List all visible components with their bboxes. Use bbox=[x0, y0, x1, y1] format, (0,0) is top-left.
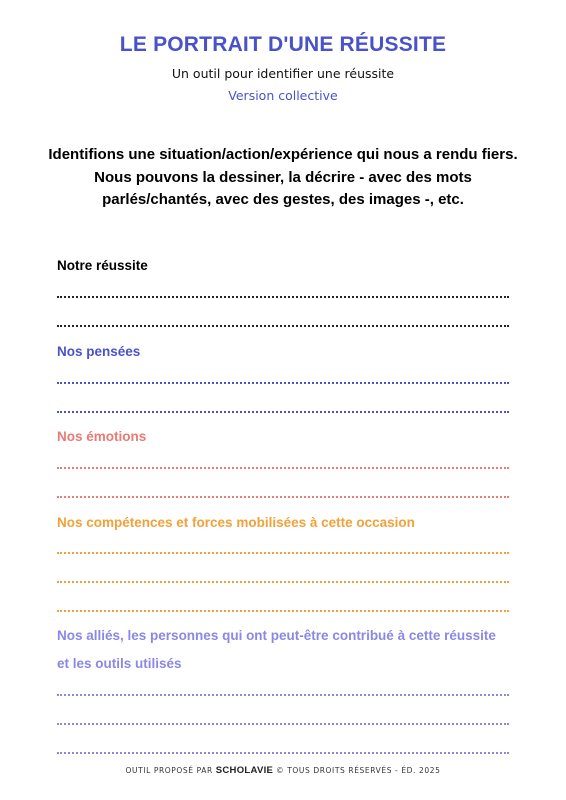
section-label-pensees: Nos pensées bbox=[57, 344, 141, 359]
intro-text bbox=[40, 144, 526, 212]
answer-line[interactable] bbox=[57, 694, 509, 696]
answer-line[interactable] bbox=[57, 296, 509, 298]
footer-prefix: OUTIL PROPOSÉ PAR bbox=[125, 766, 213, 775]
answer-line[interactable] bbox=[57, 752, 509, 754]
answer-line[interactable] bbox=[57, 610, 509, 612]
answer-line[interactable] bbox=[57, 382, 509, 384]
page-title: LE PORTRAIT D'UNE RÉUSSITE bbox=[119, 33, 447, 56]
answer-line[interactable] bbox=[57, 552, 509, 554]
page-subtitle: Un outil pour identifier une réussite bbox=[171, 66, 395, 81]
answer-line[interactable] bbox=[57, 411, 509, 413]
answer-line[interactable] bbox=[57, 467, 509, 469]
section-label-allies-cont: et les outils utilisés bbox=[57, 656, 182, 671]
version-label: Version collective bbox=[228, 88, 338, 103]
answer-line[interactable] bbox=[57, 496, 509, 498]
intro-line: Identifions une situation/action/expérience qui nous a rendu fiers. bbox=[48, 146, 518, 163]
answer-line[interactable] bbox=[57, 581, 509, 583]
brand-logo: SCHOLAVIE bbox=[215, 765, 274, 776]
footer bbox=[0, 765, 566, 776]
section-label-emotions: Nos émotions bbox=[57, 429, 147, 444]
intro-line: Nous pouvons la dessiner, la décrire - avec des mots bbox=[94, 168, 472, 186]
section-label-competences: Nos compétences et forces mobilisées à cette occasion bbox=[57, 515, 415, 530]
footer-copyright: © TOUS DROITS RÉSERVÉS - ÉD. 2025 bbox=[276, 766, 441, 775]
answer-line[interactable] bbox=[57, 325, 509, 327]
section-label-allies: Nos alliés, les personnes qui ont peut-être contribué à cette réussite bbox=[57, 628, 496, 643]
intro-line: parlés/chantés, avec des gestes, des images -, etc. bbox=[102, 191, 464, 208]
section-label-reussite: Notre réussite bbox=[57, 258, 148, 273]
answer-line[interactable] bbox=[57, 723, 509, 725]
